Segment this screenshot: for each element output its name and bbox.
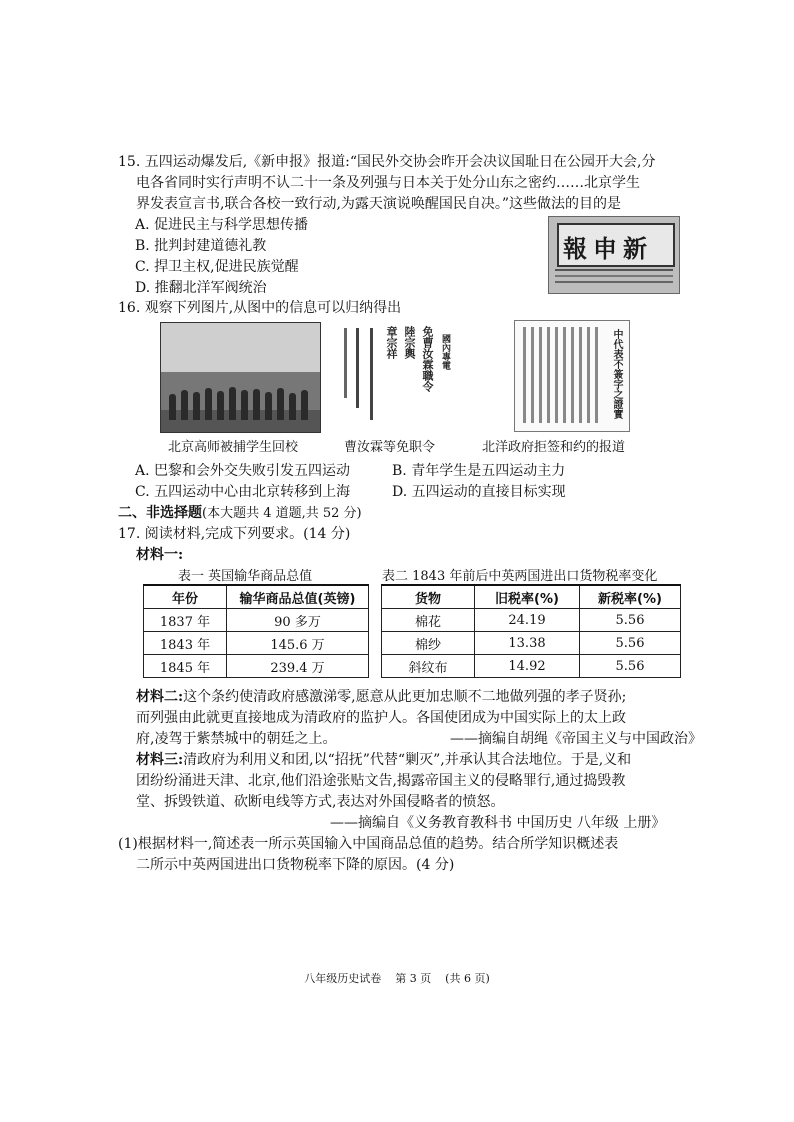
material-1-label: 材料一: [136,547,184,563]
caption-dismissal-order: 曹汝霖等免职令 [344,440,436,455]
order-name-1: 陸宗輿 [403,326,416,359]
dismissal-order-image [338,322,460,434]
table-2-header-new-rate: 新税率(%) [580,585,681,609]
q17-sub1-line-2: 二所示中英两国进出口货物税率下降的原因。(4 分) [136,857,455,873]
material-3-line-2: 团纷纷涌进天津、北京,他们沿途张贴文告,揭露帝国主义的侵略罪行,通过捣毁教 [136,773,626,789]
table-cell: 5.56 [580,655,681,678]
q15-option-a: A. 促进民主与科学思想传播 [135,217,309,233]
table-cell: 1837 年 [144,609,227,632]
q15-option-d: D. 推翻北洋军阀统治 [135,280,267,296]
q17-stem: 17. 阅读材料,完成下列要求。(14 分) [118,526,351,542]
table-cell: 5.56 [580,609,681,632]
material-3-label: 材料三: [136,752,184,768]
q16-option-b: B. 青年学生是五四运动主力 [392,463,566,479]
table-2-title: 表二 1843 年前后中英两国进出口货物税率变化 [382,569,658,584]
table-2-header-goods: 货物 [382,585,475,609]
q17-sub1-line-1: (1)根据材料一,简述表一所示英国输入中国商品总值的趋势。结合所学知识概述表 [118,836,619,852]
section-2-heading [118,503,362,524]
material-3-line-1 [136,750,631,770]
table-2 [381,584,681,678]
order-title: 免曹汝霖職令 [421,326,434,392]
table-row [144,609,369,632]
order-header: 國內專電 [440,334,450,370]
q15-option-b: B. 批判封建道德礼教 [135,238,267,254]
table-cell: 13.38 [475,632,580,655]
table-cell: 239.4 万 [227,655,369,678]
returned-students-photo [160,322,321,433]
q16-stem: 16. 观察下列图片,从图中的信息可以归纳得出 [118,300,402,316]
material-2-label: 材料二: [136,689,184,705]
q16-option-a: A. 巴黎和会外交失败引发五四运动 [135,463,351,479]
material-3-line-3: 堂、拆毁铁道、砍断电线等方式,表达对外国侵略者的愤怒。 [136,794,505,810]
caption-students: 北京高师被捕学生回校 [168,440,299,455]
material-2-text-1: 这个条约使清政府感激涕零,愿意从此更加忠顺不二地做列强的孝子贤孙; [183,689,627,705]
q15-stem-line-3: 界发表宣言书,联合各校一致行动,为露天演说唤醒国民自决。”这些做法的目的是 [136,196,622,212]
order-name-2: 章宗祥 [385,326,398,359]
section-2-title: 二、非选择题 [118,505,202,521]
table-row [382,609,681,632]
q16-option-d: D. 五四运动的直接目标实现 [392,484,566,500]
table-cell: 24.19 [475,609,580,632]
table-cell: 1845 年 [144,655,227,678]
table-1-header-year: 年份 [144,585,227,609]
table-cell: 5.56 [580,632,681,655]
table-row [382,655,681,678]
table-cell: 90 多万 [227,609,369,632]
report-headline: 中代表不簽字之證實 [611,329,622,419]
material-3-text-1: 清政府为利用义和团,以“招抚”代替“剿灭”,并承认其合法地位。于是,义和 [183,752,632,768]
material-2-line-3: 府,凌驾于紫禁城中的朝廷之上。 [136,731,337,747]
q15-option-c: C. 捍卫主权,促进民族觉醒 [135,259,299,275]
q16-option-c: C. 五四运动中心由北京转移到上海 [135,484,351,500]
table-row [382,632,681,655]
page-footer: 八年级历史试卷 第 3 页 (共 6 页) [304,972,490,985]
table-cell: 1843 年 [144,632,227,655]
table-cell: 145.6 万 [227,632,369,655]
material-2-line-2: 而列强由此就更直接地成为清政府的监护人。各国使团成为中国实际上的太上政 [136,710,626,726]
table-cell: 棉纱 [382,632,475,655]
q15-stem-line-2: 电各省同时实行声明不认二十一条及列强与日本关于处分山东之密约……北京学生 [136,175,640,191]
material-3-source: ——摘编自《义务教育教科书 中国历史 八年级 上册》 [330,815,666,831]
table-row [144,655,369,678]
table-row [144,632,369,655]
q15-stem-line-1: 15. 五四运动爆发后,《新申报》报道:“国民外交协会昨开会决议国耻日在公园开大会,分 [118,154,656,170]
section-2-note: (本大题共 4 道题,共 52 分) [202,506,362,521]
newspaper-masthead-image [548,216,680,294]
table-1 [143,584,369,678]
table-cell: 斜纹布 [382,655,475,678]
table-cell: 14.92 [475,655,580,678]
table-2-header-old-rate: 旧税率(%) [475,585,580,609]
table-1-header-value: 输华商品总值(英镑) [227,585,369,609]
newspaper-masthead-text: 報申新 [563,234,653,263]
table-1-title: 表一 英国输华商品总值 [178,569,313,584]
table-cell: 棉花 [382,609,475,632]
material-2-source: ——摘编自胡绳《帝国主义与中国政治》 [450,731,702,747]
caption-treaty-report: 北洋政府拒签和约的报道 [482,440,626,455]
treaty-refusal-report-image [514,320,630,432]
material-2-line-1 [136,687,626,707]
